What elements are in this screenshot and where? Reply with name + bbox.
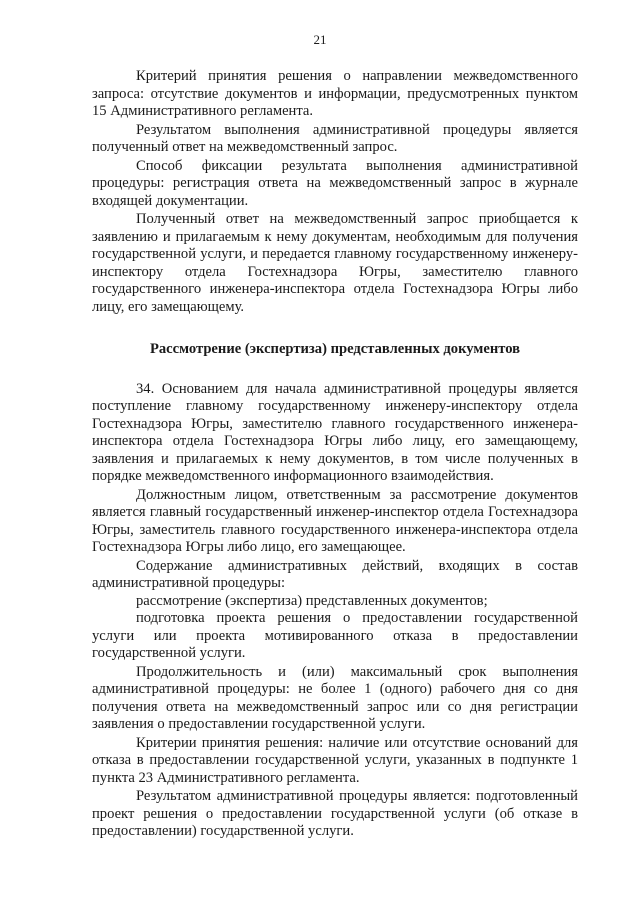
list-item: рассмотрение (экспертиза) представленных документов; [136, 592, 488, 609]
paragraph: Должностным лицом, ответственным за рассмотрение документов является главный государственный инженер-инспектор отдела Гостехнадзора Югры, заместитель главного государственного инженера-инспектора отдела Гостехнадзора Югры либо лицо, его замещающее. [92, 486, 578, 555]
paragraph: Содержание административных действий, входящих в состав административной процедуры: [92, 557, 578, 591]
paragraph: Критерии принятия решения: наличие или отсутствие оснований для отказа в предоставлении государственной услуги, указанных в подпункте 1 пункта 23 Административного регламента. [92, 734, 578, 786]
paragraph: Полученный ответ на межведомственный запрос приобщается к заявлению и прилагаемым к нему документам, необходимым для получения государственной услуги, и передается главному государственному инженеру-инспектору отдела Гостехнадзора Югры, заместителю главного государственного инженера-инспектора отдела Гостехнадзора Югры либо лицу, его замещающему. [92, 211, 578, 315]
paragraph: Результатом выполнения административной процедуры является полученный ответ на межведомственный запрос. [92, 121, 578, 155]
paragraph: Продолжительность и (или) максимальный срок выполнения административной процедуры: не более 1 (одного) рабочего дня со дня получения ответа на межведомственный запрос или со дня регистрации заявления о предоставлении государственной услуги. [92, 663, 578, 732]
paragraph: Способ фиксации результата выполнения административной процедуры: регистрация ответа на межведомственный запрос в журнале входящей документации. [92, 157, 578, 209]
page-number: 21 [313, 32, 327, 47]
document-body [92, 68, 578, 841]
paragraph: 34. Основанием для начала административной процедуры является поступление главному государственному инженеру-инспектору отдела Гостехнадзора Югры, заместителю главного государственного инженера-инспектора отдела Гостехнадзора Югры либо лицу, его замещающему, заявления и прилагаемых к нему документов, в том числе полученных в порядке межведомственного информационного взаимодействия. [92, 380, 578, 484]
paragraph: Критерий принятия решения о направлении межведомственного запроса: отсутствие документов и информации, предусмотренных пунктом 15 Административного регламента. [92, 68, 578, 119]
paragraph: Результатом административной процедуры является: подготовленный проект решения о предоставлении государственной услуги (об отказе в предоставлении) государственной услуги. [92, 788, 578, 839]
list-item: подготовка проекта решения о предоставлении государственной услуги или проекта мотивированного отказа в предоставлении государственной услуги. [92, 610, 578, 661]
section-heading: Рассмотрение (экспертиза) представленных документов [149, 341, 521, 357]
